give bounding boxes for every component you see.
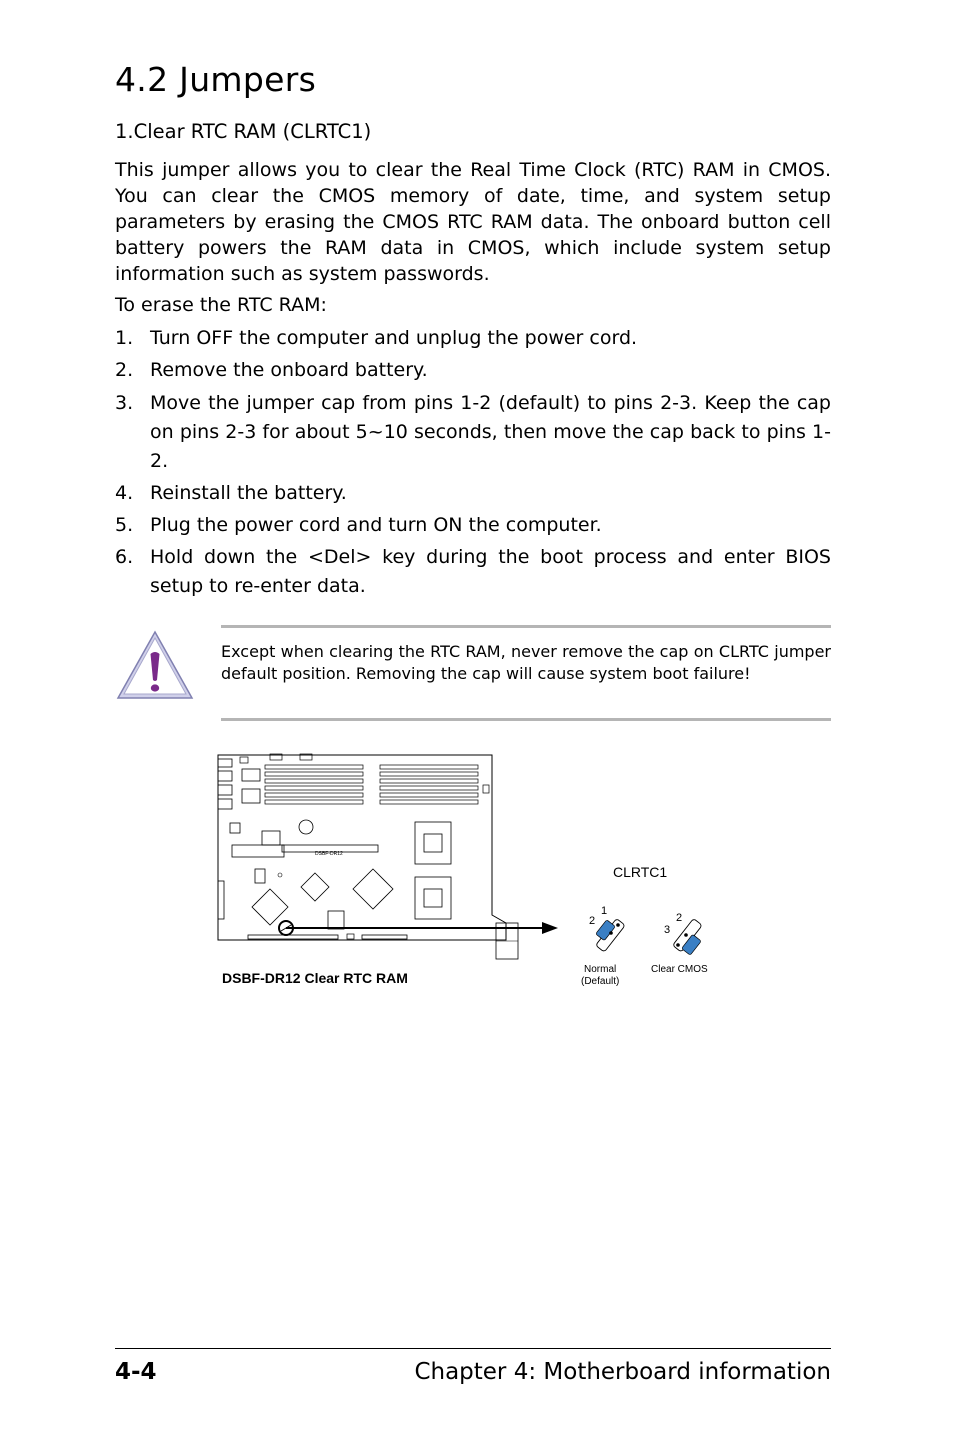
step-number: 6. [115,546,134,568]
step-text: Remove the onboard battery. [150,359,428,381]
jumper-name: CLRTC1 [613,864,668,880]
diagram-caption: DSBF-DR12 Clear RTC RAM [222,970,408,986]
step-text: Plug the power cord and turn ON the computer. [150,514,602,536]
step-text: Reinstall the battery. [150,482,347,504]
step-text: Move the jumper cap from pins 1-2 (default) to pins 2-3. Keep the cap on pins 2-3 for about 5~10 seconds, then move the cap back to pins 1-2. [150,392,831,472]
normal-label: Normal [584,964,617,975]
caution-text: Except when clearing the RTC RAM, never remove the cap on CLRTC jumper default position. Removing the cap will cause system boot failure! [221,642,831,683]
section-title: 4.2 Jumpers [115,60,317,99]
footer-rule [115,1348,831,1349]
chapter-title: Chapter 4: Motherboard information [414,1359,831,1385]
step-text: Turn OFF the computer and unplug the power cord. [150,327,638,349]
step-number: 3. [115,392,134,414]
step-number: 2. [115,359,134,381]
step-number: 5. [115,514,134,536]
jumper-normal-icon [596,919,626,953]
step-text: Hold down the <Del> key during the boot process and enter BIOS setup to re-enter data. [150,546,831,597]
caution-bottom-rule [221,718,831,721]
warning-icon [115,626,195,702]
step-number: 1. [115,327,134,349]
page-number: 4-4 [115,1359,157,1385]
clrtc1-diagram [210,745,750,1005]
intro-paragraph: This jumper allows you to clear the Real Time Clock (RTC) RAM in CMOS. You can clear the CMOS memory of date, time, and system setup parameters by erasing the CMOS RTC RAM data. The onboard button cell battery powers the RAM data in CMOS, which include system setup information such as system passwords. [115,159,831,285]
default-label: (Default) [581,976,620,987]
normal-pin-2: 2 [589,915,596,927]
normal-pin-1: 1 [601,905,608,917]
erase-heading: To erase the RTC RAM: [115,294,327,316]
jumper-clear-cmos-icon [673,919,703,956]
clear-cmos-label: Clear CMOS [651,964,708,975]
board-model-label: DSBF-DR12 [315,851,343,857]
step-number: 4. [115,482,134,504]
clear-pin-3: 3 [664,924,671,936]
subsection-heading: 1.Clear RTC RAM (CLRTC1) [115,120,372,143]
caution-top-rule [221,625,831,628]
clear-pin-2: 2 [676,912,683,924]
